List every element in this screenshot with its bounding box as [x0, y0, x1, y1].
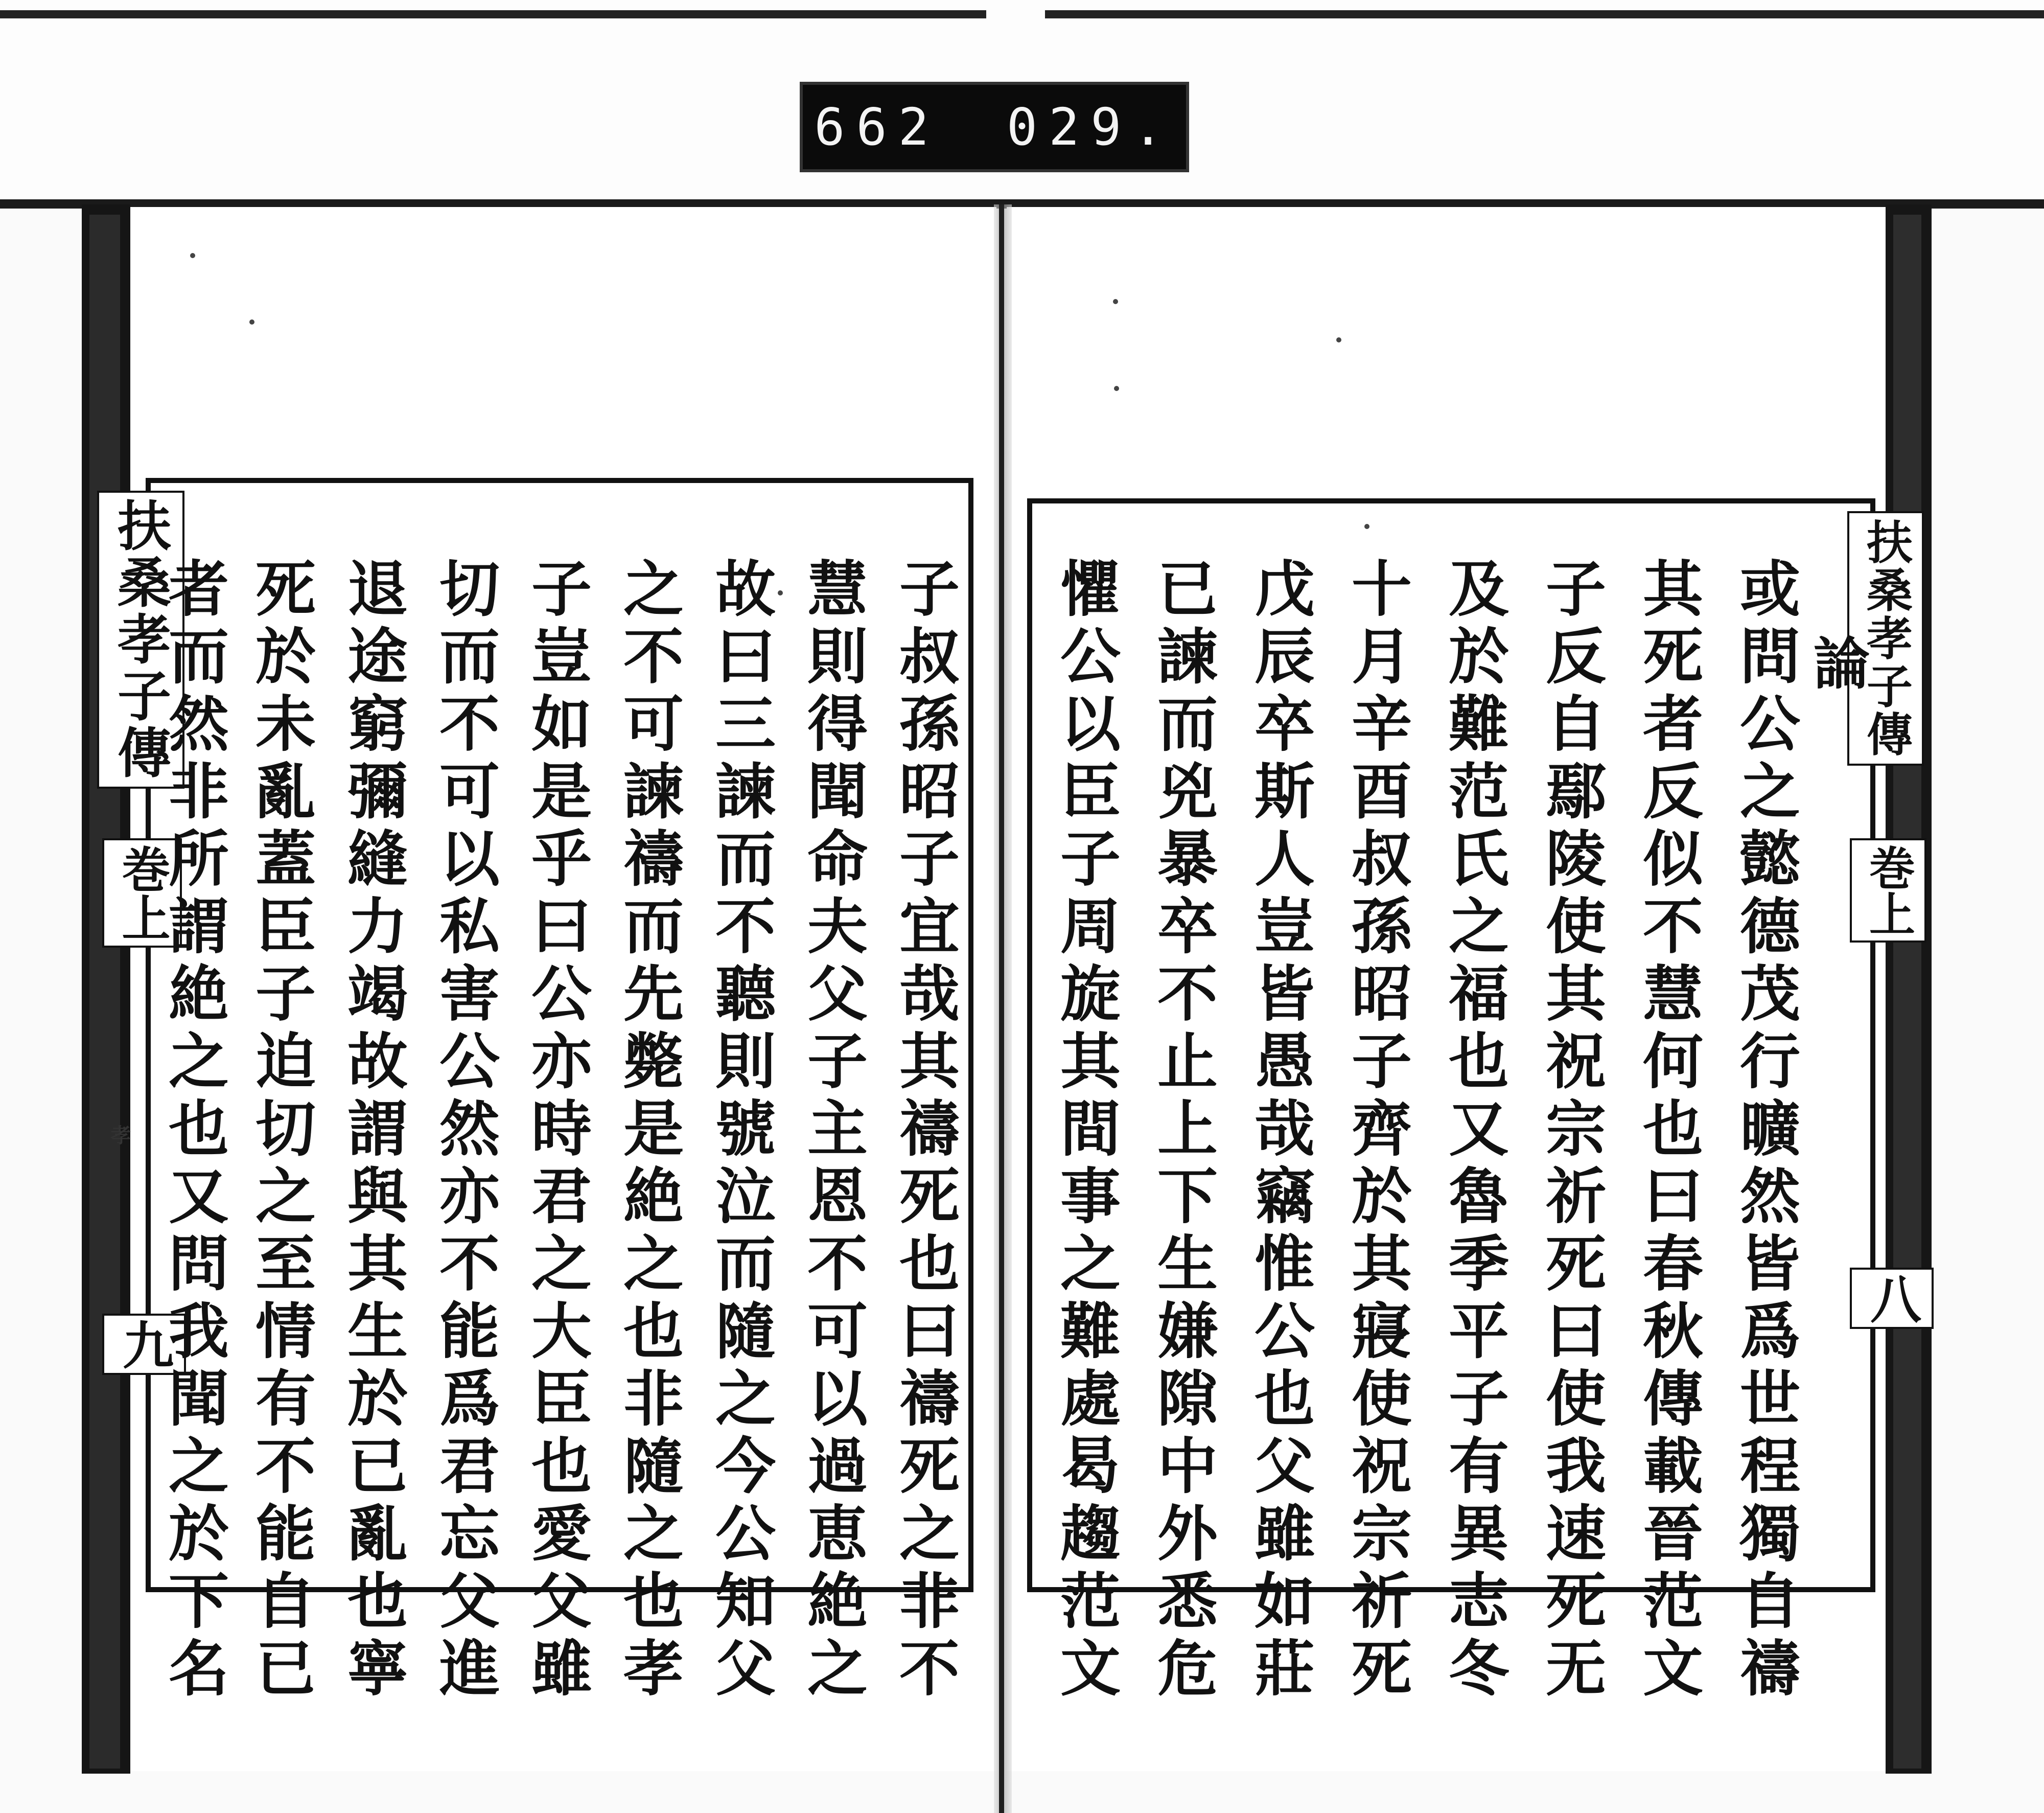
text-column: 退途窮彌縫力竭故謂與其生於已亂也寧: [337, 557, 408, 1704]
left-page-number: 九: [102, 1314, 186, 1375]
frame-number: 029.: [1006, 97, 1175, 157]
left-margin-volume: 巻上: [102, 838, 182, 948]
right-book-edge-inner: [1893, 215, 1921, 1769]
scan-speck: [778, 590, 783, 595]
scan-speck: [1113, 299, 1118, 304]
gutter-fold: [999, 204, 1004, 1813]
scan-speck: [1364, 524, 1369, 529]
text-column: 十月辛酉叔孫昭子齊於其寢使祝宗祈死: [1341, 557, 1412, 1704]
text-column: 或問公之懿德茂行曠然皆爲世程獨自禱: [1730, 557, 1801, 1704]
scan-speck: [1336, 337, 1341, 342]
scan-speck: [190, 253, 195, 258]
section-heading: 論: [1804, 634, 1870, 690]
scan-speck: [249, 319, 254, 325]
scan-speck: [1114, 386, 1119, 391]
text-column: 已諫而兇暴卒不止上下生嫌隙中外悉危: [1147, 557, 1218, 1704]
page-top-edge: [0, 10, 986, 18]
microfilm-frame-label: [800, 82, 1189, 172]
text-column: 子豈如是乎曰公亦時君之大臣也愛父雖: [521, 557, 592, 1704]
left-book-edge-inner: [89, 215, 120, 1769]
left-margin-title: 扶桑孝子傳: [97, 491, 184, 789]
text-column: 之不可諫禱而先斃是絶之也非隨之也孝: [613, 557, 684, 1704]
reel-number: 662: [814, 97, 940, 157]
page-top-edge: [1045, 10, 2044, 18]
text-column: 及於難范氏之福也又魯季平子有異志冬: [1438, 557, 1509, 1704]
right-page-number: 八: [1850, 1268, 1934, 1329]
right-margin-title: 扶桑孝子傳: [1847, 511, 1924, 766]
text-column: 切而不可以私害公然亦不能爲君忘父進: [429, 557, 500, 1704]
right-margin-volume: 巻上: [1850, 838, 1926, 943]
text-column: 子反自鄢陵使其祝宗祈死曰使我速死无: [1536, 557, 1607, 1704]
left-margin-note: 孝: [107, 1124, 131, 1145]
text-column: 戊辰卒斯人豈皆愚哉竊惟公也父雖如莊: [1244, 557, 1315, 1704]
text-column: 其死者反似不慧何也曰春秋傳載晉范文: [1633, 557, 1704, 1704]
text-column: 死於未亂蓋臣子迫切之至情有不能自已: [245, 557, 316, 1704]
text-column: 故曰三諫而不聽則號泣而隨之今公知父: [705, 557, 776, 1704]
text-column: 慧則得聞命夫父子主恩不可以過恵絶之: [797, 557, 868, 1704]
text-column: 懼公以臣子周旋其間事之難處曷趨范文: [1050, 557, 1121, 1704]
text-column: 子叔孫昭子宜哉其禱死也曰禱死之非不: [889, 557, 960, 1704]
text-column: 者而然非所謂絶之也又問我聞之於下名: [158, 557, 229, 1704]
